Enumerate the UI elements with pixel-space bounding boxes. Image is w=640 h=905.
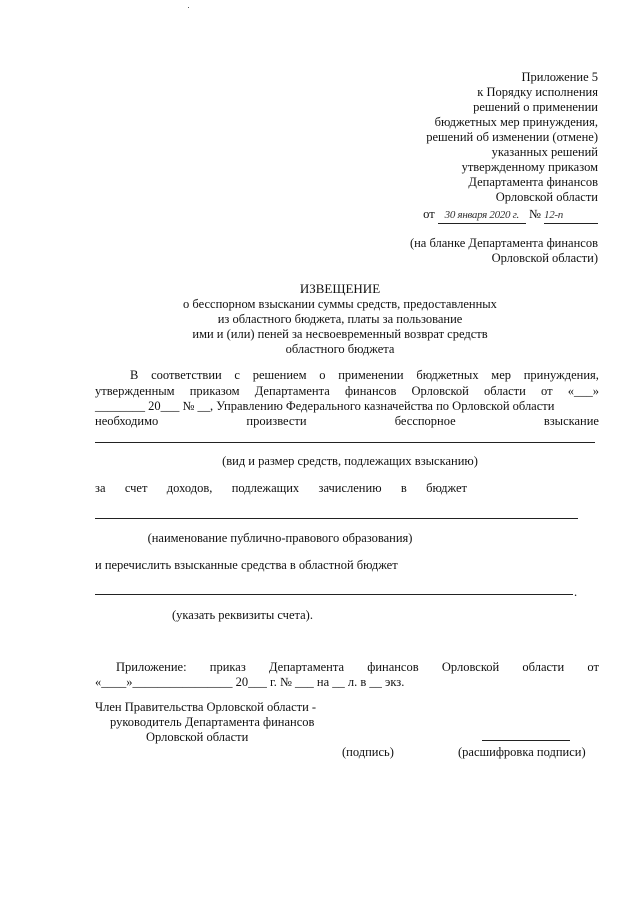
body-word: мер — [491, 368, 512, 382]
body-word: бюджет — [426, 481, 467, 495]
end-period: . — [574, 585, 578, 599]
attachment-word: приказ — [209, 660, 246, 674]
body-line-1 — [130, 368, 599, 383]
body-word: о — [319, 368, 326, 382]
entity-caption: (наименование публично-правового образования) — [147, 531, 413, 545]
body-word: с — [234, 368, 240, 382]
attachment-word: от — [587, 660, 599, 674]
account-caption: (указать реквизиты счета). — [172, 608, 313, 622]
body-word: зачислению — [318, 481, 382, 495]
amount-fill-line[interactable] — [95, 442, 595, 443]
name-decoding-caption: (расшифровка подписи) — [458, 745, 586, 759]
body-word: Департамента — [254, 384, 330, 398]
body-word: за — [95, 481, 106, 495]
body-word: утвержденным — [95, 384, 175, 398]
attachment-word: Приложение: — [116, 660, 187, 674]
body-word: счет — [124, 481, 148, 495]
body-word: Орловской — [411, 384, 469, 398]
signatory-title-line: руководитель Департамента финансов — [110, 715, 315, 729]
body-word: необходимо — [95, 414, 159, 428]
handwritten-date: 30 января 2020 г. — [438, 208, 526, 224]
signatory-title-line: Член Правительства Орловской области - — [95, 700, 317, 714]
header-line: Департамента финансов — [468, 175, 598, 189]
attachment-line-2: «____»________________ 20___ г. № ___ на __ л. в __ экз. — [95, 675, 405, 689]
signature-caption: (подпись) — [342, 745, 394, 759]
body-word: решением — [252, 368, 307, 382]
body-word: финансов — [344, 384, 397, 398]
attachment-word: Департамента — [268, 660, 345, 674]
signatory-title-line: Орловской области — [146, 730, 249, 744]
body-line-4 — [95, 414, 599, 429]
notice-subtitle-line: о бесспорном взыскании суммы средств, предоставленных — [183, 297, 497, 311]
header-line: утвержденному приказом — [461, 160, 598, 174]
transfer-line: и перечислить взысканные средства в областной бюджет — [95, 558, 398, 572]
attachment-word: финансов — [367, 660, 419, 674]
body-word: бесспорное — [394, 414, 456, 428]
body-word: бюджетных — [416, 368, 479, 382]
name-fill-line[interactable] — [482, 740, 570, 741]
body-word: «___» — [567, 384, 599, 398]
body-word: подлежащих — [231, 481, 300, 495]
body-word: приказом — [189, 384, 240, 398]
body-word: области — [484, 384, 526, 398]
header-line: указанных решений — [491, 145, 598, 159]
entity-fill-line[interactable] — [95, 518, 578, 519]
notice-subtitle-line: ими и (или) пеней за несвоевременный возврат средств — [192, 327, 488, 341]
body-line-3: ________ 20___ № __, Управлению Федерального казначейства по Орловской области — [95, 399, 555, 413]
header-line: решений о применении — [473, 100, 598, 114]
attachment-word: области — [522, 660, 565, 674]
letterhead-note — [298, 236, 598, 266]
attachment-word: Орловской — [441, 660, 500, 674]
body-word: В — [130, 368, 139, 382]
notice-subtitle-line: областного бюджета — [285, 342, 395, 356]
date-prefix: от — [423, 207, 435, 221]
number-prefix: № — [528, 207, 541, 221]
body-word: принуждения, — [523, 368, 599, 382]
header-line: бюджетных мер принуждения, — [434, 115, 598, 129]
letterhead-note-line: (на бланке Департамента финансов — [409, 236, 598, 250]
header-line: к Порядку исполнения — [477, 85, 598, 99]
handwritten-number: 12-п — [544, 208, 598, 224]
notice-title-block — [140, 281, 540, 357]
body-word: доходов, — [166, 481, 213, 495]
letterhead-note-line: Орловской области) — [491, 251, 598, 265]
body-word: в — [400, 481, 407, 495]
amount-caption: (вид и размер средств, подлежащих взысканию) — [222, 454, 478, 468]
header-line: решений об изменении (отмене) — [426, 130, 598, 144]
attachment-line-1 — [116, 660, 599, 675]
body-word: соответствии — [151, 368, 222, 382]
body-word: от — [540, 384, 553, 398]
notice-heading: ИЗВЕЩЕНИЕ — [299, 281, 381, 296]
approval-date-line — [298, 207, 598, 224]
notice-subtitle-line: из областного бюджета, платы за пользование — [217, 312, 463, 326]
appendix-header — [298, 70, 598, 224]
body-word: произвести — [246, 414, 307, 428]
scan-speck — [188, 7, 189, 8]
header-line: Приложение 5 — [521, 70, 598, 84]
budget-line — [95, 481, 467, 496]
body-word: взыскание — [543, 414, 599, 428]
body-word: применении — [338, 368, 404, 382]
header-line: Орловской области — [495, 190, 598, 204]
account-fill-line[interactable] — [95, 594, 573, 595]
body-line-2 — [95, 384, 599, 399]
